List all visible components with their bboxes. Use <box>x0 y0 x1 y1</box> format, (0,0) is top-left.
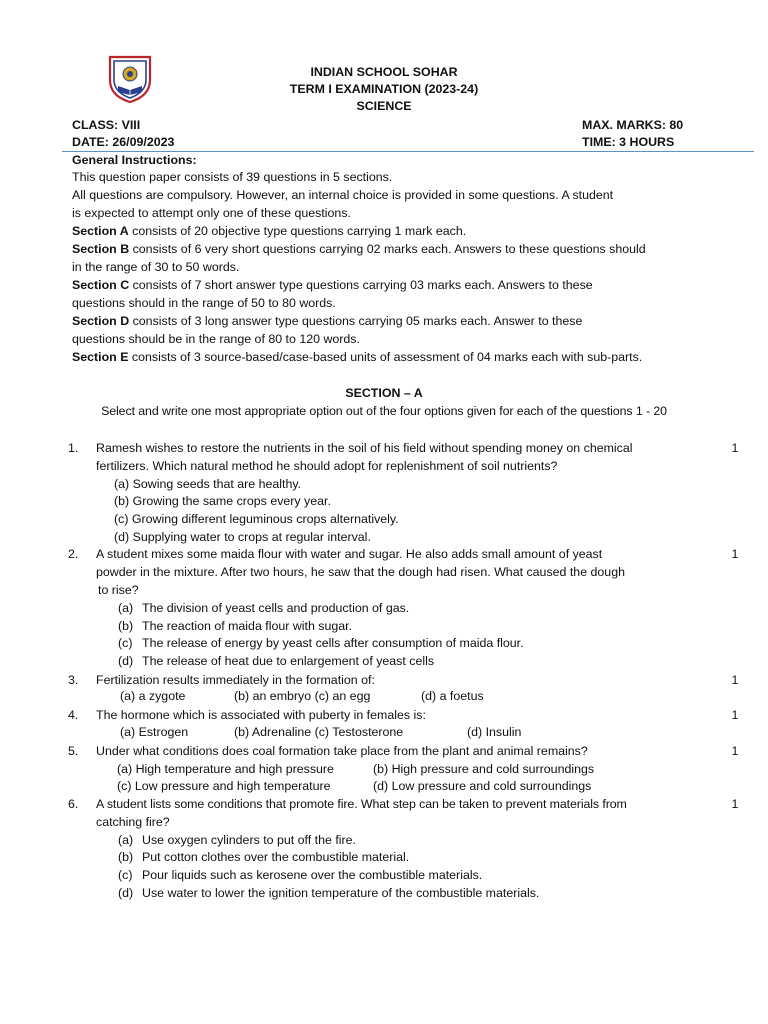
section-text: consists of 3 source-based/case-based units of assessment of 04 marks each with sub-parts. <box>128 350 643 364</box>
instruction-section-a <box>72 222 466 240</box>
instruction-line: questions should in the range of 50 to 80 words. <box>72 296 336 310</box>
school-name: INDIAN SCHOOL SOHAR <box>310 65 458 79</box>
option-label: (b) <box>118 850 134 864</box>
question-number: 4. <box>68 708 79 722</box>
option: (b) High pressure and cold surroundings <box>373 762 595 776</box>
option: The reaction of maida flour with sugar. <box>142 619 353 633</box>
option: The release of energy by yeast cells after consumption of maida flour. <box>142 636 524 650</box>
section-label: Section B <box>72 242 130 256</box>
marks: 1 <box>731 441 739 455</box>
section-text: consists of 6 very short questions carrying 02 marks each. Answers to these questions should <box>129 242 646 256</box>
option: The release of heat due to enlargement of yeast cells <box>142 654 435 668</box>
option: (d) Low pressure and cold surroundings <box>373 779 592 793</box>
option: (d) Supplying water to crops at regular interval. <box>114 530 371 544</box>
option: (d) Insulin <box>467 725 522 739</box>
option-label: (c) <box>118 868 133 882</box>
option: (b) Adrenaline (c) Testosterone <box>234 725 404 739</box>
instructions-title: General Instructions: <box>72 153 197 167</box>
option: (b) Growing the same crops every year. <box>114 494 331 508</box>
question-text: powder in the mixture. After two hours, he saw that the dough had risen. What caused the dough <box>96 565 625 579</box>
option: Put cotton clothes over the combustible material. <box>142 850 410 864</box>
option: Pour liquids such as kerosene over the combustible materials. <box>142 868 483 882</box>
question-number: 5. <box>68 744 79 758</box>
section-label: Section E <box>72 350 129 364</box>
question-number: 3. <box>68 673 79 687</box>
question-text: Fertilization results immediately in the formation of: <box>96 673 375 687</box>
question-text: A student mixes some maida flour with water and sugar. He also adds small amount of yeast <box>96 547 603 561</box>
marks: 1 <box>731 744 739 758</box>
option: (c) Growing different leguminous crops alternatively. <box>114 512 399 526</box>
question-text: to rise? <box>98 583 139 597</box>
option-label: (a) <box>118 833 134 847</box>
section-text: consists of 3 long answer type questions carrying 05 marks each. Answer to these <box>129 314 583 328</box>
option: Use oxygen cylinders to put off the fire. <box>142 833 356 847</box>
option: (a) a zygote <box>120 689 186 703</box>
section-a-instruction: Select and write one most appropriate option out of the four options given for each of the questions 1 - 20 <box>101 404 667 418</box>
section-label: Section D <box>72 314 130 328</box>
instruction-line: is expected to attempt only one of these questions. <box>72 206 351 220</box>
option: Use water to lower the ignition temperature of the combustible materials. <box>142 886 540 900</box>
option: (d) a foetus <box>421 689 484 703</box>
section-label: Section A <box>72 224 129 238</box>
question-text: Ramesh wishes to restore the nutrients in the soil of his field without spending money on chemical <box>96 441 633 455</box>
exam-title: TERM I EXAMINATION (2023-24) <box>289 82 479 96</box>
instruction-section-c <box>72 276 593 294</box>
marks: 1 <box>731 547 739 561</box>
section-label: Section C <box>72 278 130 292</box>
instruction-section-d <box>72 312 582 330</box>
option: (c) Low pressure and high temperature <box>117 779 331 793</box>
max-marks: MAX. MARKS: 80 <box>582 118 684 132</box>
marks: 1 <box>731 673 739 687</box>
question-text: The hormone which is associated with puberty in females is: <box>96 708 426 722</box>
option-label: (a) <box>118 601 134 615</box>
instruction-section-e <box>72 348 642 366</box>
date-label: DATE: 26/09/2023 <box>72 135 175 149</box>
instruction-line: All questions are compulsory. However, an internal choice is provided in some questions. A student <box>72 188 614 202</box>
question-text: catching fire? <box>96 815 170 829</box>
marks: 1 <box>731 797 739 811</box>
question-number: 2. <box>68 547 79 561</box>
class-label: CLASS: VIII <box>72 118 141 132</box>
option-label: (b) <box>118 619 134 633</box>
instruction-line: in the range of 30 to 50 words. <box>72 260 240 274</box>
option-label: (c) <box>118 636 133 650</box>
option-label: (d) <box>118 654 134 668</box>
section-a-title: SECTION – A <box>345 386 423 400</box>
question-text: Under what conditions does coal formation take place from the plant and animal remains? <box>96 744 588 758</box>
section-text: consists of 7 short answer type questions carrying 03 marks each. Answers to these <box>129 278 593 292</box>
instruction-line: questions should be in the range of 80 to 120 words. <box>72 332 360 346</box>
question-text: A student lists some conditions that promote fire. What step can be taken to prevent materials from <box>96 797 627 811</box>
option: (b) an embryo (c) an egg <box>234 689 371 703</box>
exam-time: TIME: 3 HOURS <box>582 135 675 149</box>
question-number: 6. <box>68 797 79 811</box>
option: (a) Estrogen <box>120 725 189 739</box>
subject-title: SCIENCE <box>356 99 412 113</box>
instruction-section-b <box>72 240 646 258</box>
question-number: 1. <box>68 441 79 455</box>
option-label: (d) <box>118 886 134 900</box>
instruction-line: This question paper consists of 39 questions in 5 sections. <box>72 170 393 184</box>
section-text: consists of 20 objective type questions carrying 1 mark each. <box>128 224 467 238</box>
marks: 1 <box>731 708 739 722</box>
option: (a) High temperature and high pressure <box>117 762 334 776</box>
option: The division of yeast cells and production of gas. <box>142 601 410 615</box>
option: (a) Sowing seeds that are healthy. <box>114 477 302 491</box>
question-text: fertilizers. Which natural method he should adopt for replenishment of soil nutrients? <box>96 459 558 473</box>
